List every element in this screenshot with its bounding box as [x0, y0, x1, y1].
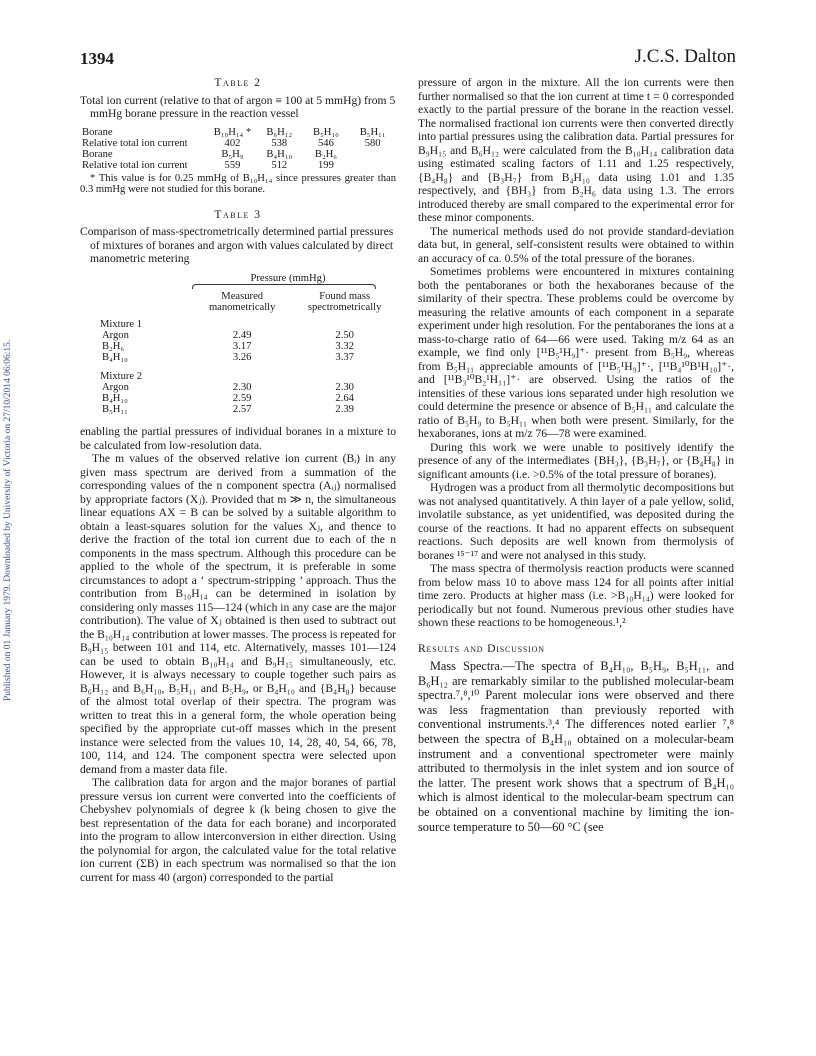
- body-paragraph: Hydrogen was a product from all thermolytic decompositions but was not analysed quantitatively. A thin layer of a pale yellow, solid, involatile substance, as yet unidentified, was deposited during the course of the reactions. It had no apparent effects on subsequent reactions. Such deposits are well known from thermolysis of boranes ¹⁵⁻¹⁷ and were not analysed in this study.: [418, 481, 734, 562]
- table-row: Borane B₁₀H₁₄ * B₆H₁₂ B₅H₁₀ B₅H₁₁: [82, 126, 386, 138]
- table-row: Argon 2.49 2.50: [102, 330, 354, 341]
- body-paragraph: Mass Spectra.—The spectra of B₄H₁₀, B₅H₉, B₅H₁₁, and B₆H₁₂ are remarkably similar to the published molecular-beam spectra.⁷,⁸,¹⁰ Parent molecular ions were observed and there was less fragmentation than previously reported with conventional instruments.³,⁴ The differences noted earlier ⁷,⁸ between the spectra of B₄H₁₀ obtained on a molecular-beam instrument and a conventional spectrometer were mainly attributed to thermolysis in the inlet system and ion source of the latter. The present work shows that a spectrum of B₄H₁₀ which is almost identical to the molecular-beam spectrum can be obtained on a conventional machine by limiting the ion-source temperature to 50—60 °C (see: [418, 659, 734, 834]
- body-paragraph: During this work we were unable to positively identify the presence of any of the intermediates {BH₃}, {B₃H₇}, or {B₄H₈} in significant amounts (i.e. >0.5% of the total pressure of boranes).: [418, 440, 734, 481]
- table2-caption: Total ion current (relative to that of argon ≡ 100 at 5 mmHg) from 5 mmHg borane pressure in the reaction vessel: [80, 93, 396, 120]
- table2-footnote: * This value is for 0.25 mmHg of B₁₀H₁₄ since pressures greater than 0.3 mmHg were not studied for this borane.: [80, 172, 396, 195]
- mixture2-label: Mixture 2: [100, 371, 143, 382]
- body-paragraph: The numerical methods used do not provide standard-deviation data but, in general, self-consistent results were obtained to within an accuracy of ca. 0.5% of the total pressure of the boranes.: [418, 224, 734, 265]
- table-row: B₄H₁₀ 3.26 3.37: [102, 352, 354, 363]
- table3-caption: Comparison of mass-spectrometrically determined partial pressures of mixtures of boranes and argon with values calculated by direct manometric metering: [80, 225, 394, 265]
- journal-title: J.C.S. Dalton: [634, 46, 736, 67]
- table-row: Borane B₅H₉ B₄H₁₀ B₂H₆: [82, 148, 337, 160]
- table-row: [80, 319, 396, 330]
- body-paragraph: pressure of argon in the mixture. All the ion currents were then further normalised so that the ion current at time t = 0 corresponded exactly to the partial pressure of the borane in the reaction vessel. The normalised fractional ion currents were then converted directly into partial pressures using the calibration data. Partial pressures for B₉H₁₅ and B₆H₁₂ were calculated from the B₁₀H₁₄ calibration data using estimated scaling factors of 1.11 and 1.25 respectively, {B₄H₈} and {B₃H₇} from B₄H₁₀ data using 1.01 and 1.35 respectively, and {BH₃} from B₂H₆ data using 1.3. The errors introduced thereby are small compared to the experimental error for these minor components.: [418, 76, 734, 224]
- body-paragraph: The mass spectra of thermolysis reaction products were scanned from below mass 10 to above mass 124 for all points after initial time zero. Products at higher mass (i.e. >B₁₀H₁₄) were looked for periodically but not found. Numerous previous other studies have shown these reactions to be homogeneous.¹,²: [418, 562, 734, 629]
- table-row: Relative total ion current 559 512 199: [82, 159, 334, 171]
- section-heading: Results and Discussion: [418, 641, 545, 655]
- table2-label: Table 2: [214, 76, 262, 89]
- pressure-header: Pressure (mmHg): [180, 272, 396, 286]
- col-header-found: Found mass spectrometrically: [307, 291, 382, 313]
- table-row: B₅H₁₁ 2.57 2.39: [102, 404, 354, 415]
- table3: [80, 291, 396, 415]
- table-row: B₄H₁₀ 2.59 2.64: [102, 393, 354, 404]
- table-row: Relative total ion current 402 538 546 580: [82, 137, 381, 149]
- table3-label: Table 3: [214, 207, 262, 221]
- table-row: [80, 371, 396, 382]
- table-row: B₂H₆ 3.17 3.32: [102, 341, 354, 352]
- table2: [80, 127, 396, 171]
- left-column: [80, 76, 396, 884]
- body-paragraph: Sometimes problems were encountered in mixtures containing both the pentaboranes or both the hexaboranes because of the similarity of their spectra. These problems could be overcome by measuring the relative amounts of each component in a separate experiment under high resolution. For the pentaboranes the ions at a mass-to-charge ratio of 64—66 were used. Taking m/z 64 as an example, we find only [¹¹B₅¹H₉]⁺· present from B₅H₉, whereas from B₅H₁₁ appreciable amounts of [¹¹B₅¹H₉]⁺·, [¹¹B₄¹⁰B¹H₁₀]⁺·, and [¹¹B₃¹⁰B₂¹H₁₁]⁺· are observed. Using the ratios of the intensities of these various ions separated under high resolution we could determine the presence or absence of B₅H₁₁ and calculate the ratio of B₅H₉ to B₅H₁₁ when both were present. Similarly, for the hexaboranes, ions at m/z 76—78 were examined.: [418, 265, 734, 440]
- download-watermark: Published on 01 January 1979. Downloaded by University of Victoria on 27/10/2014 06:06:15.: [3, 339, 13, 701]
- col-header-measured: Measured manometrically: [208, 291, 276, 313]
- mixture1-label: Mixture 1: [100, 319, 143, 330]
- table-row: [80, 291, 396, 313]
- right-column: [418, 76, 734, 834]
- page-number: 1394: [80, 49, 114, 68]
- body-paragraph: The calibration data for argon and the major boranes of partial pressure versus ion current were converted into the coefficients of Chebyshev polynomials of degree k (k being chosen to give the best representation of the data for each borane) and incorporated into the program to allow interconversion in either direction. Using the polynomial for argon, the calculated value for the total relative ion current (ΣB) in each spectrum was normalised so that the ion current for mass 40 (argon) corresponded to the partial: [80, 776, 396, 884]
- table-row: Argon 2.30 2.30: [102, 382, 354, 393]
- body-paragraph: enabling the partial pressures of individual boranes in a mixture to be calculated from low-resolution data.: [80, 425, 396, 452]
- body-paragraph: The m values of the observed relative ion current (Bᵢ) in any given mass spectrum are derived from a summation of the corresponding values of the n component spectra (Aᵢⱼ) normalised by appropriate factors (Xⱼ). Provided that m ≫ n, the simultaneous linear equations AX = B can be solved by a suitable algorithm to obtain a least-squares solution for the values Xⱼ, and thence to derive the fraction of the total ion current due to each of the n components in the mass spectrum. Although this procedure can be applied to the whole of the spectrum, it is preferable in some circumstances to adopt a ‘ spectrum-stripping ’ approach. Thus the contribution from B₁₀H₁₄ can be determined in isolation by considering only masses 115—124 (which in any case are the major contribution). The value of Xⱼ obtained is then used to subtract out the B₁₀H₁₄ contribution at lower masses. The process is repeated for B₉H₁₅ between 101 and 114, etc. Alternatively, masses 101—124 can be used to obtain B₁₀H₁₄ and B₉H₁₅ simultaneously, etc. However, it is always necessary to couple together such pairs as B₆H₁₂ and B₆H₁₀, B₅H₁₁ and B₅H₉, or B₄H₁₀ and {B₄H₈} because of the almost total overlap of their spectra. The program was written to treat this in a general form, the whole operation being specified by the appropriate cut-off masses which in the present instance were selected from the values 10, 14, 28, 40, 54, 66, 78, 100, 114, and 124. The component spectra were selected upon demand from a master data file.: [80, 452, 396, 776]
